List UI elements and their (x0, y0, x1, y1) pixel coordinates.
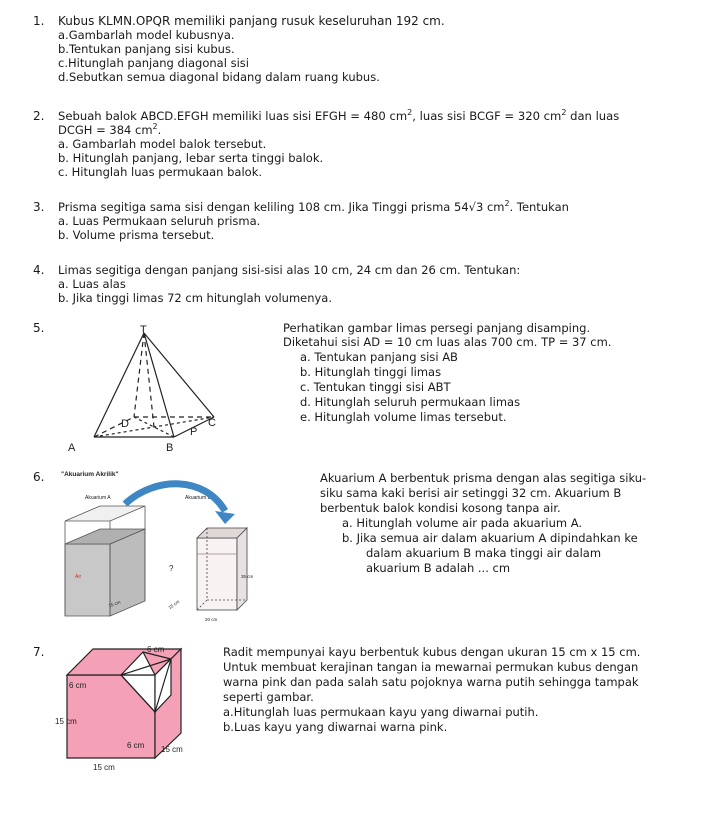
q3-number: 3. (33, 200, 45, 214)
label-P: P (190, 426, 198, 438)
pyramid-figure (50, 318, 250, 458)
q1-b: b.Tentukan panjang sisi kubus. (58, 42, 235, 56)
q1-number: 1. (33, 14, 45, 28)
q5-c: c. Tentukan tinggi sisi ABT (300, 380, 451, 394)
cube-figure (55, 640, 225, 775)
q7-number: 7. (33, 645, 45, 659)
aq-b-width: 15 cm (167, 598, 181, 611)
q6-text-3: berbentuk balok kondisi kosong tanpa air. (320, 501, 561, 515)
q3-b: b. Volume prisma tersebut. (58, 228, 215, 242)
q1-d: d.Sebutkan semua diagonal bidang dalam ruang kubus. (58, 70, 380, 84)
label-T: T (140, 324, 147, 336)
q5-number: 5. (33, 321, 45, 335)
q7-text-3: warna pink dan pada salah satu pojoknya warna putih sehingga tampak (223, 675, 639, 689)
aquarium-a-label: Akuarium A (85, 495, 111, 501)
q2-text: Sebuah balok ABCD.EFGH memiliki luas sisi EFGH = 480 $cm^2$, luas sisi BCGF = 320 $cm^2$ dan luas (58, 108, 620, 123)
aq-b-length: 20 cm (205, 617, 218, 622)
q4-b: b. Jika tinggi limas 72 cm hitunglah volumenya. (58, 291, 333, 305)
q6-number: 6. (33, 470, 45, 484)
label-C: C (208, 417, 216, 429)
q7-text-1: Radit mempunyai kayu berbentuk kubus dengan ukuran 15 cm x 15 cm. (223, 645, 641, 659)
cut-bottom-label: 6 cm (127, 741, 145, 750)
q2-c: c. Hitunglah luas permukaan balok. (58, 165, 263, 179)
q7-a: a.Hitunglah luas permukaan kayu yang diwarnai putih. (223, 705, 539, 719)
side-height-label: 15 cm (55, 717, 77, 726)
q2-b: b. Hitunglah panjang, lebar serta tinggi balok. (58, 151, 324, 165)
q2-text-cont: DCGH = 384 $cm^2$. (58, 122, 162, 137)
q5-d: d. Hitunglah seluruh permukaan limas (300, 395, 521, 409)
q5-a: a. Tentukan panjang sisi AB (300, 350, 458, 364)
q6-a: a. Hitunglah volume air pada akuarium A. (342, 516, 583, 530)
q5-text: Perhatikan gambar limas persegi panjang disamping. (283, 321, 591, 335)
q1-text: Kubus KLMN.OPQR memiliki panjang rusuk keseluruhan 192 cm. (58, 14, 445, 28)
cut-left-label: 6 cm (69, 681, 87, 690)
q1-c: c.Hitunglah panjang diagonal sisi (58, 56, 249, 70)
label-A: A (68, 442, 76, 454)
q4-text: Limas segitiga dengan panjang sisi-sisi alas 10 cm, 24 cm dan 26 cm. Tentukan: (58, 263, 521, 277)
side-width-label: 15 cm (93, 763, 115, 772)
q7-b: b.Luas kayu yang diwarnai warna pink. (223, 720, 448, 734)
unknown-height: ? (169, 564, 174, 573)
q5-given: Diketahui sisi AD = 10 cm luas alas 700 cm. TP = 37 cm. (283, 335, 612, 349)
aq-b-height: 35 cm (241, 574, 254, 579)
label-D: D (121, 418, 129, 430)
aq-a-base-label: 15 cm (107, 599, 122, 609)
q3-text: Prisma segitiga sama sisi dengan keliling 108 cm. Jika Tinggi prisma 54√3 $cm^2$. Tentukan (58, 199, 569, 214)
q7-text-2: Untuk membuat kerajinan tangan ia mewarnai permukan kubus dengan (223, 660, 639, 674)
q6-b-cont-1: dalam akuarium B maka tinggi air dalam (366, 546, 602, 560)
q6-b-cont-2: akuarium B adalah ... cm (366, 561, 511, 575)
side-depth-label: 15 cm (161, 745, 183, 754)
q4-number: 4. (33, 263, 45, 277)
aquarium-figure (55, 466, 285, 626)
q6-text-2: siku sama kaki berisi air setinggi 32 cm. Akuarium B (320, 486, 622, 500)
q7-text-4: seperti gambar. (223, 690, 314, 704)
q6-text-1: Akuarium A berbentuk prisma dengan alas segitiga siku- (320, 471, 647, 485)
water-label: Air (75, 574, 82, 580)
q1-a: a.Gambarlah model kubusnya. (58, 28, 235, 42)
q5-e: e. Hitunglah volume limas tersebut. (300, 410, 507, 424)
arrow-head-icon (215, 511, 235, 524)
q6-b: b. Jika semua air dalam akuarium A dipindahkan ke (342, 531, 638, 545)
fig-title: "Akuarium Akrilik" (61, 471, 119, 478)
label-B: B (166, 442, 174, 454)
q5-b: b. Hitunglah tinggi limas (300, 365, 442, 379)
q2-number: 2. (33, 109, 45, 123)
q4-a: a. Luas alas (58, 277, 126, 291)
q3-a: a. Luas Permukaan seluruh prisma. (58, 214, 261, 228)
q2-a: a. Gambarlah model balok tersebut. (58, 137, 267, 151)
cut-top-label: 6 cm (147, 645, 165, 654)
aquarium-b-label: Akuarium B (185, 495, 211, 501)
